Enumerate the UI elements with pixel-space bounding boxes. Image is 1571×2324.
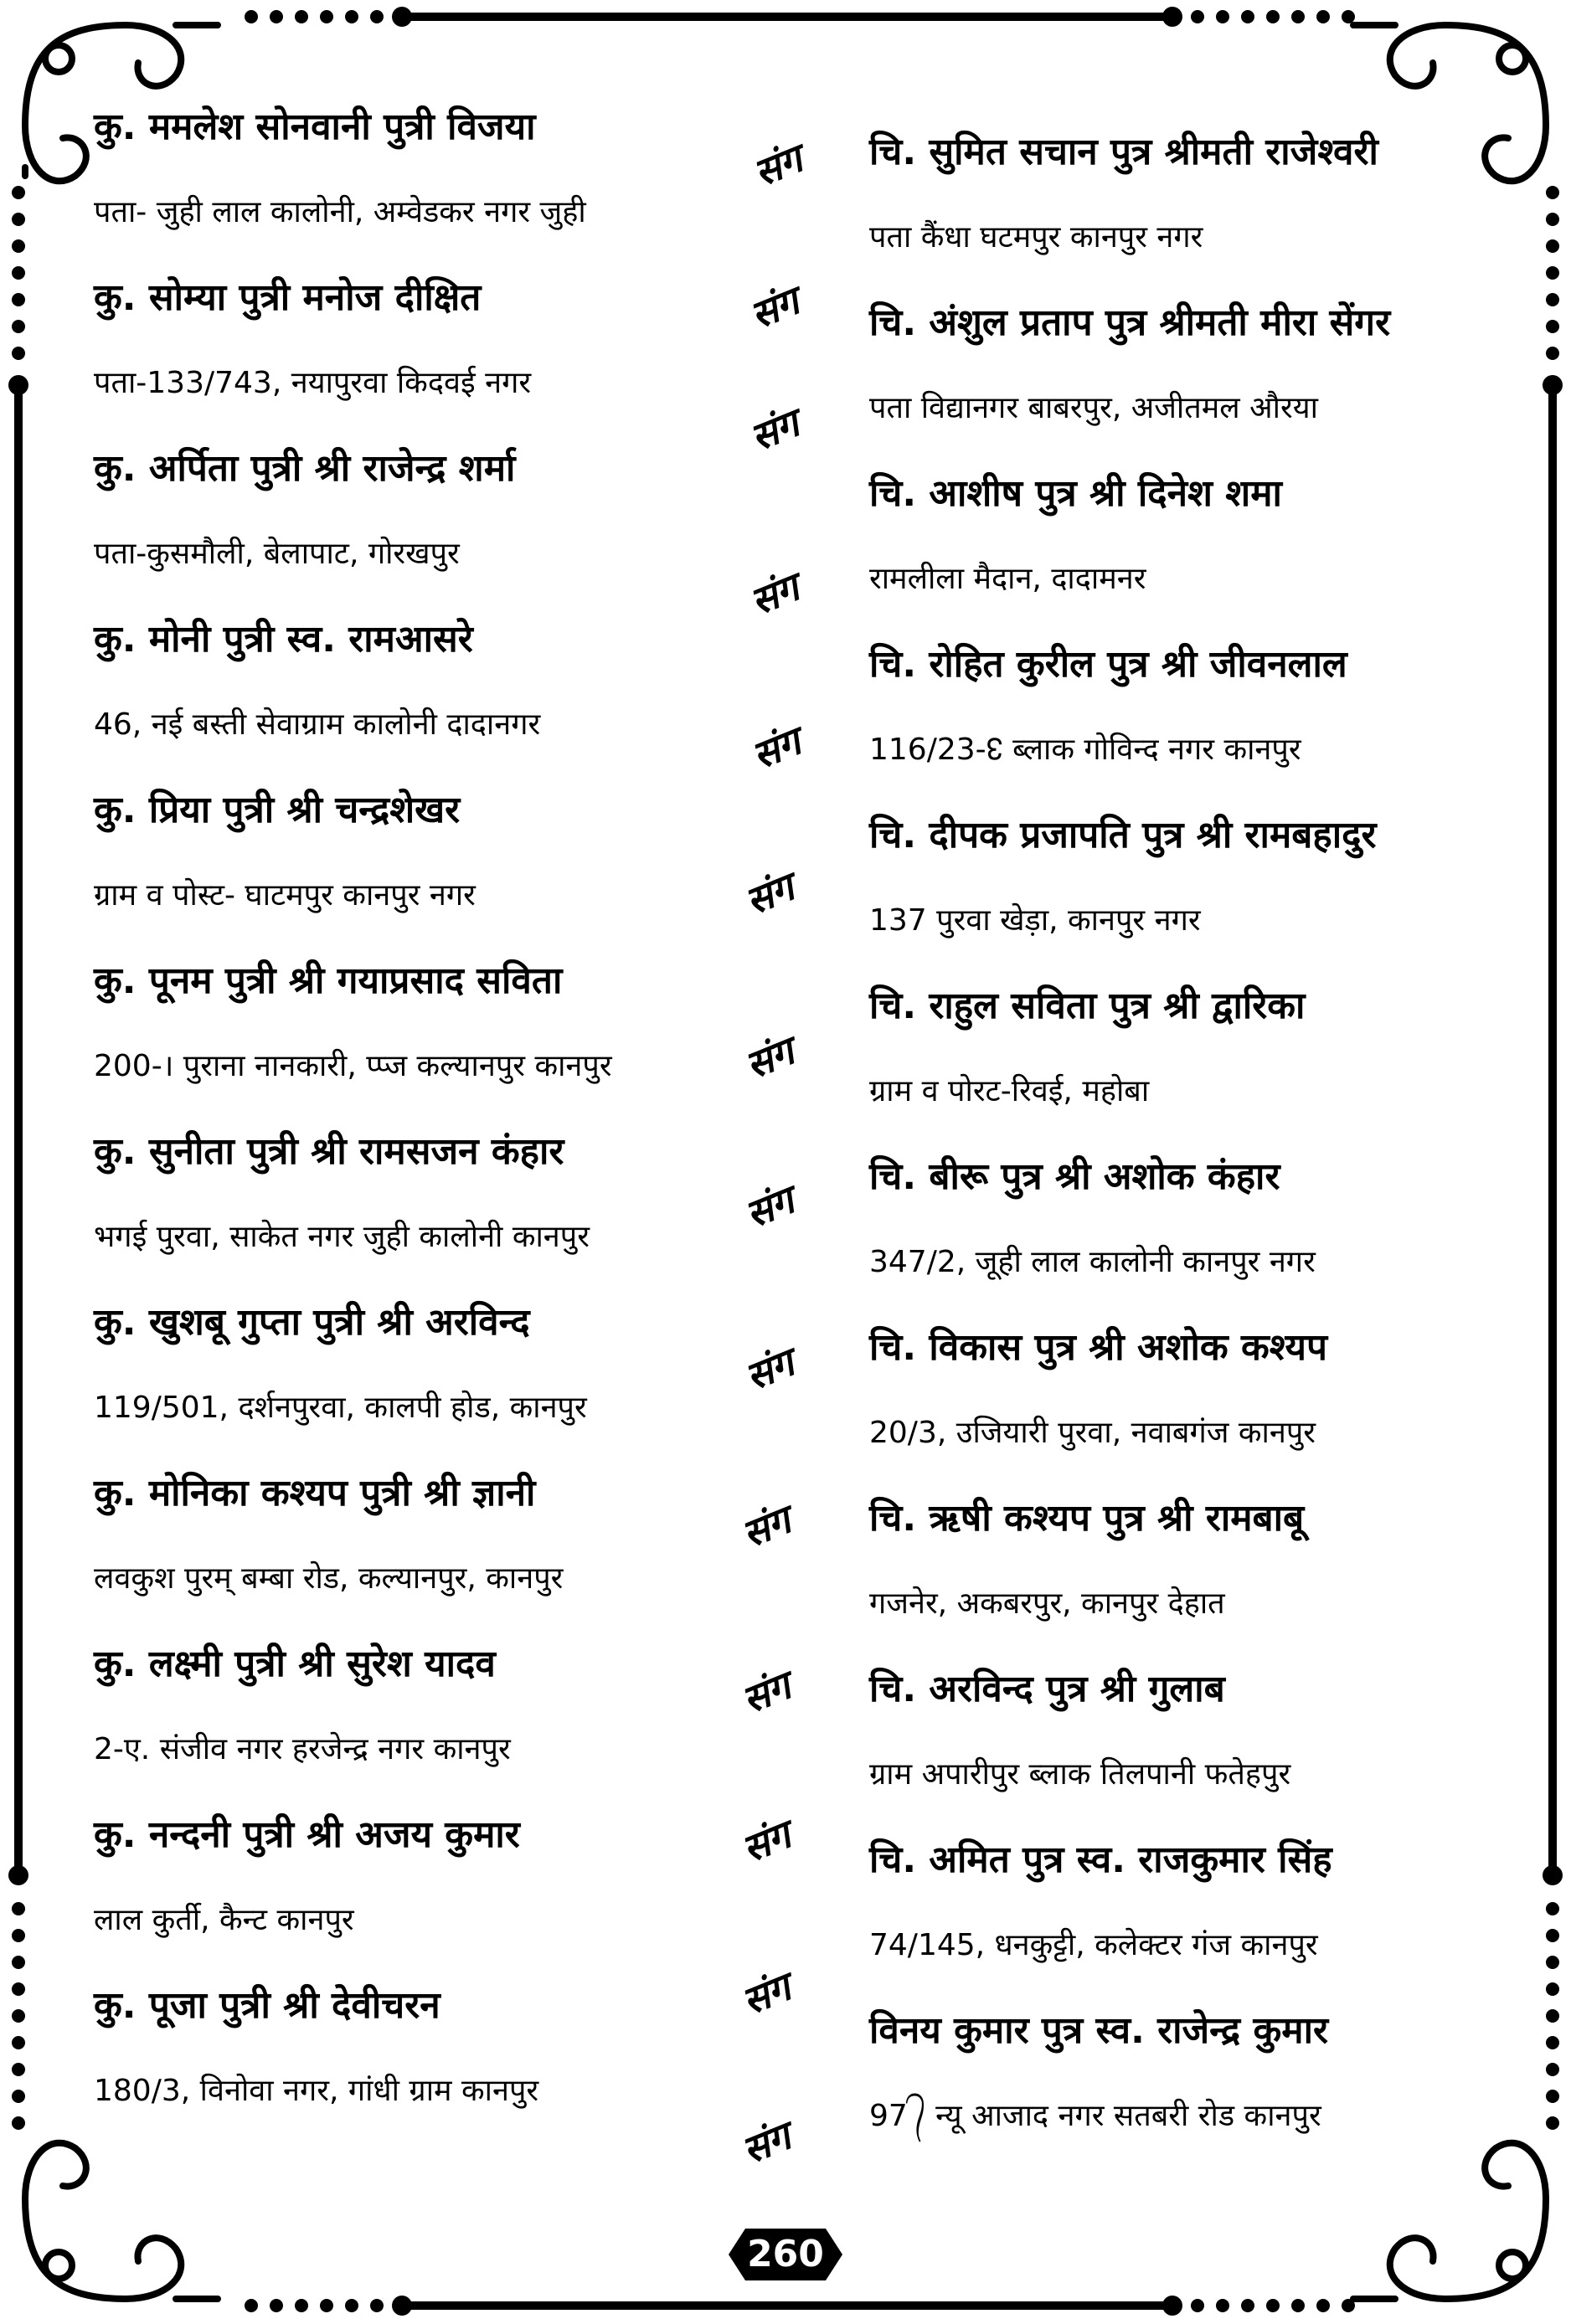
groom-entry bbox=[869, 1152, 1539, 1323]
bride-address: 119/501, दर्शनपुरवा, कालपी होड, कानपुर bbox=[94, 1391, 587, 1425]
bride-address: 2-ए. संजीव नगर हरजेन्द्र नगर कानपुर bbox=[94, 1732, 511, 1766]
bride-entry bbox=[94, 1468, 764, 1639]
corner-ornament-bottom-left bbox=[25, 2143, 218, 2299]
groom-name: चि. अरविन्द पुत्र श्री गुलाब bbox=[869, 1668, 1225, 1710]
groom-list bbox=[869, 127, 1539, 2177]
bride-address: पता-133/743, नयापुरवा किदवई नगर bbox=[94, 366, 532, 400]
groom-entry bbox=[869, 469, 1539, 640]
sang-connector: संग bbox=[747, 136, 809, 196]
sang-connector: संग bbox=[735, 1497, 797, 1557]
groom-name: चि. राहुल सविता पुत्र श्री द्वारिका bbox=[869, 985, 1306, 1027]
bride-entry bbox=[94, 1639, 764, 1810]
sang-connector: संग bbox=[745, 718, 807, 779]
bride-address: पता-कुसमौली, बेलापाट, गोरखपुर bbox=[94, 537, 460, 571]
bride-name: कु. प्रिया पुत्री श्री चन्द्रशेखर bbox=[94, 789, 461, 831]
bride-entry bbox=[94, 1981, 764, 2152]
bride-name: कु. मोनी पुत्री स्व. रामआसरे bbox=[94, 618, 473, 661]
sang-connector: संग bbox=[739, 1177, 801, 1237]
groom-name: चि. विकास पुत्र श्री अशोक कश्यप bbox=[869, 1326, 1327, 1369]
bride-address: भगई पुरवा, साकेत नगर जुही कालोनी कानपुर bbox=[94, 1220, 590, 1254]
bride-address: 200-। पुराना नानकारी, प्प्ज कल्यानपुर कानपुर bbox=[94, 1049, 612, 1083]
groom-entry bbox=[869, 981, 1539, 1152]
bride-entry bbox=[94, 1810, 764, 1981]
sang-connector: संग bbox=[744, 278, 806, 338]
bride-name: कु. मोनिका कश्यप पुत्री श्री ज्ञानी bbox=[94, 1472, 536, 1514]
bride-address: लवकुश पुरम् बम्बा रोड, कल्यानपुर, कानपुर bbox=[94, 1561, 564, 1596]
sang-connector: संग bbox=[735, 2113, 797, 2173]
sang-connector: संग bbox=[739, 1339, 801, 1400]
groom-address: 347/2, जूही लाल कालोनी कानपुर नगर bbox=[869, 1245, 1316, 1279]
groom-name: चि. दीपक प्रजापति पुत्र श्री रामबहादुर bbox=[869, 814, 1377, 856]
groom-entry bbox=[869, 1494, 1539, 1664]
groom-address: 116/23-↋ ब्लाक गोविन्द नगर कानपुर bbox=[869, 733, 1301, 767]
bride-name: कु. ममलेश सोनवानी पुत्री विजया bbox=[94, 105, 536, 148]
groom-address: 137 पुरवा खेड़ा, कानपुर नगर bbox=[869, 903, 1201, 938]
bride-entry bbox=[94, 444, 764, 614]
bride-name: कु. अर्पिता पुत्री श्री राजेन्द्र शर्मा bbox=[94, 447, 516, 490]
sang-connector: संग bbox=[739, 864, 801, 924]
groom-address: 74/145, धनकुट्टी, कलेक्टर गंज कानपुर bbox=[869, 1928, 1318, 1962]
groom-name: चि. सुमित सचान पुत्र श्रीमती राजेश्वरी bbox=[869, 131, 1378, 173]
bride-address: 46, नई बस्ती सेवाग्राम कालोनी दादानगर bbox=[94, 707, 541, 742]
groom-address: ग्राम अपारीपुर ब्लाक तिलपानी फतेहपुर bbox=[869, 1757, 1291, 1792]
bride-address: ग्राम व पोस्ट- घाटमपुर कानपुर नगर bbox=[94, 878, 476, 913]
sang-connector: संग bbox=[739, 1028, 801, 1088]
bride-address: पता- जुही लाल कालोनी, अम्वेडकर नगर जुही bbox=[94, 195, 586, 229]
groom-name: चि. आशीष पुत्र श्री दिनेश शमा bbox=[869, 472, 1282, 515]
bride-entry bbox=[94, 785, 764, 956]
bride-entry bbox=[94, 1298, 764, 1468]
bride-entry bbox=[94, 614, 764, 785]
groom-address: गजनेर, अकबरपुर, कानपुर देहात bbox=[869, 1586, 1225, 1621]
bride-name: कु. नन्दनी पुत्री श्री अजय कुमार bbox=[94, 1813, 520, 1856]
sang-connector: संग bbox=[744, 564, 806, 625]
bride-name: कु. खुशबू गुप्ता पुत्री श्री अरविन्द bbox=[94, 1301, 530, 1344]
groom-name: चि. अंशुल प्रताप पुत्र श्रीमती मीरा सेंगर bbox=[869, 301, 1391, 344]
groom-address: ग्राम व पोरट-रिवई, महोबा bbox=[869, 1074, 1150, 1108]
groom-entry bbox=[869, 1835, 1539, 2006]
sang-connector: संग bbox=[735, 1812, 797, 1872]
sang-connector: संग bbox=[735, 1964, 797, 2024]
bride-name: कु. लक्ष्मी पुत्री श्री सुरेश यादव bbox=[94, 1643, 496, 1685]
sang-connector: संग bbox=[735, 1663, 797, 1723]
groom-name: विनय कुमार पुत्र स्व. राजेन्द्र कुमार bbox=[869, 2009, 1328, 2052]
bride-entry bbox=[94, 102, 764, 273]
groom-address: पता कैंधा घटमपुर कानपुर नगर bbox=[869, 220, 1203, 255]
bride-name: कु. पूजा पुत्री श्री देवीचरन bbox=[94, 1984, 440, 2027]
groom-entry bbox=[869, 640, 1539, 810]
bride-address: लाल कुर्ती, कैन्ट कानपुर bbox=[94, 1903, 354, 1937]
groom-address: रामलीला मैदान, दादामनर bbox=[869, 562, 1146, 596]
groom-name: चि. ऋषी कश्यप पुत्र श्री रामबाबू bbox=[869, 1497, 1305, 1540]
groom-entry bbox=[869, 810, 1539, 981]
sang-connector: संग bbox=[744, 400, 806, 460]
bride-entry bbox=[94, 273, 764, 444]
groom-name: चि. रोहित कुरील पुत्र श्री जीवनलाल bbox=[869, 643, 1347, 686]
bride-name: कु. पूनम पुत्री श्री गयाप्रसाद सविता bbox=[94, 959, 563, 1002]
bride-entry bbox=[94, 956, 764, 1127]
groom-entry bbox=[869, 298, 1539, 469]
bride-name: कु. सोम्या पुत्री मनोज दीक्षित bbox=[94, 276, 482, 319]
groom-address: 20/3, उजियारी पुरवा, नवाबगंज कानपुर bbox=[869, 1416, 1316, 1450]
groom-address: पता विद्यानगर बाबरपुर, अजीतमल औरया bbox=[869, 391, 1318, 425]
page-number: 260 bbox=[747, 2233, 824, 2275]
groom-entry bbox=[869, 1664, 1539, 1835]
bride-name: कु. सुनीता पुत्री श्री रामसजन कंहार bbox=[94, 1130, 564, 1173]
bride-entry bbox=[94, 1127, 764, 1298]
groom-name: चि. अमित पुत्र स्व. राजकुमार सिंह bbox=[869, 1838, 1332, 1881]
groom-entry bbox=[869, 127, 1539, 298]
groom-address: 97 ᭄ न्यू आजाद नगर सतबरी रोड कानपुर bbox=[869, 2099, 1321, 2133]
groom-entry bbox=[869, 1323, 1539, 1494]
groom-entry bbox=[869, 2006, 1539, 2177]
bride-address: 180/3, विनोवा नगर, गांधी ग्राम कानपुर bbox=[94, 2074, 539, 2108]
bride-list bbox=[94, 102, 764, 2152]
groom-name: चि. बीरू पुत्र श्री अशोक कंहार bbox=[869, 1155, 1280, 1198]
